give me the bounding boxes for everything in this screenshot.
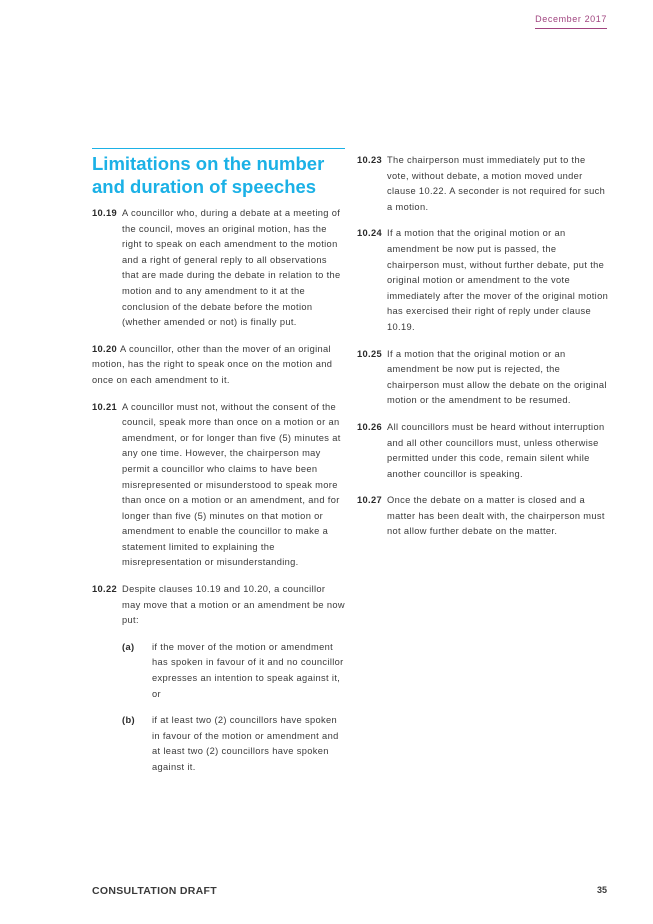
clause-10-22	[92, 582, 345, 629]
clause-text: A councillor who, during a debate at a meeting of the council, moves an original motion, has the right to speak on each amendment to the motion and a right of general reply to all observations that are made during the debate in relation to the motion and to any amendment to it at the conclusion of the debate before the motion (whether amended or not) is finally put.	[122, 208, 341, 328]
clause-number: 10.26	[357, 421, 383, 432]
left-column	[92, 148, 345, 787]
subclause-a	[122, 640, 345, 702]
clause-text: If a motion that the original motion or an amendment be now put is rejected, the chairperson must allow the debate on the original motion or the amendment to be resumed.	[387, 348, 607, 406]
clause-text: Once the debate on a matter is closed and a matter has been dealt with, the chairperson must not allow further debate on the matter.	[387, 495, 605, 537]
clause-10-20	[92, 342, 345, 389]
clause-10-27	[357, 493, 610, 540]
page-number: 35	[596, 885, 607, 895]
clause-text: Despite clauses 10.19 and 10.20, a councillor may move that a motion or an amendment be now put:	[122, 584, 345, 626]
footer-label: CONSULTATION DRAFT	[92, 885, 217, 897]
subclause-number: (a)	[122, 641, 135, 652]
clause-10-21	[92, 400, 345, 572]
clause-number: 10.25	[357, 348, 383, 359]
clause-text: A councillor, other than the mover of an original motion, has the right to speak once on the motion and once on each amendment to it.	[92, 343, 333, 385]
clause-text: If a motion that the original motion or an amendment be now put is passed, the chairperson must, without further debate, put the original motion or amendment to the vote immediately after the mover of the original motion has exercised their right of reply under clause 10.19.	[387, 228, 609, 332]
clause-10-26	[357, 420, 610, 482]
clause-number: 10.19	[92, 208, 118, 218]
clause-text: A councillor must not, without the consent of the council, speak more than once on a motion or an amendment, or for longer than five (5) minutes at any one time. However, the chairperson may permit a councillor who claims to have been misrepresented or misunderstood to speak more than once on a motion or an amendment, and for longer than five (5) minutes on that motion or amendment to enable the councillor to make a statement limited to explaining the misrepresentation or misunderstanding.	[122, 401, 341, 568]
clause-10-24	[357, 226, 610, 335]
header-date: December 2017	[535, 14, 607, 29]
clause-text: All councillors must be heard without interruption and all other councillors must, unless otherwise permitted under this code, remain silent while another councillor is speaking.	[387, 421, 605, 479]
subclause-b	[122, 713, 345, 775]
clause-number: 10.22	[92, 584, 118, 595]
clause-number: 10.20	[92, 343, 118, 354]
subclause-text: if the mover of the motion or amendment has spoken in favour of it and no councillor expresses an intention to speak against it, or	[152, 641, 344, 699]
clause-10-23	[357, 153, 610, 215]
right-column	[357, 153, 610, 551]
clause-10-19	[92, 206, 345, 331]
clause-number: 10.21	[92, 401, 118, 412]
clause-10-25	[357, 347, 610, 409]
clause-number: 10.27	[357, 495, 383, 506]
clause-number: 10.23	[357, 155, 383, 165]
subclause-text: if at least two (2) councillors have spoken in favour of the motion or amendment and at least two (2) councillors have spoken against it.	[152, 715, 339, 772]
section-rule	[92, 148, 345, 149]
subclause-number: (b)	[122, 715, 135, 726]
section-title: Limitations on the number and duration of speeches	[92, 153, 325, 197]
clause-text: The chairperson must immediately put to the vote, without debate, a motion moved under clause 10.22. A seconder is not required for such a motion.	[387, 155, 606, 212]
clause-number: 10.24	[357, 228, 383, 239]
